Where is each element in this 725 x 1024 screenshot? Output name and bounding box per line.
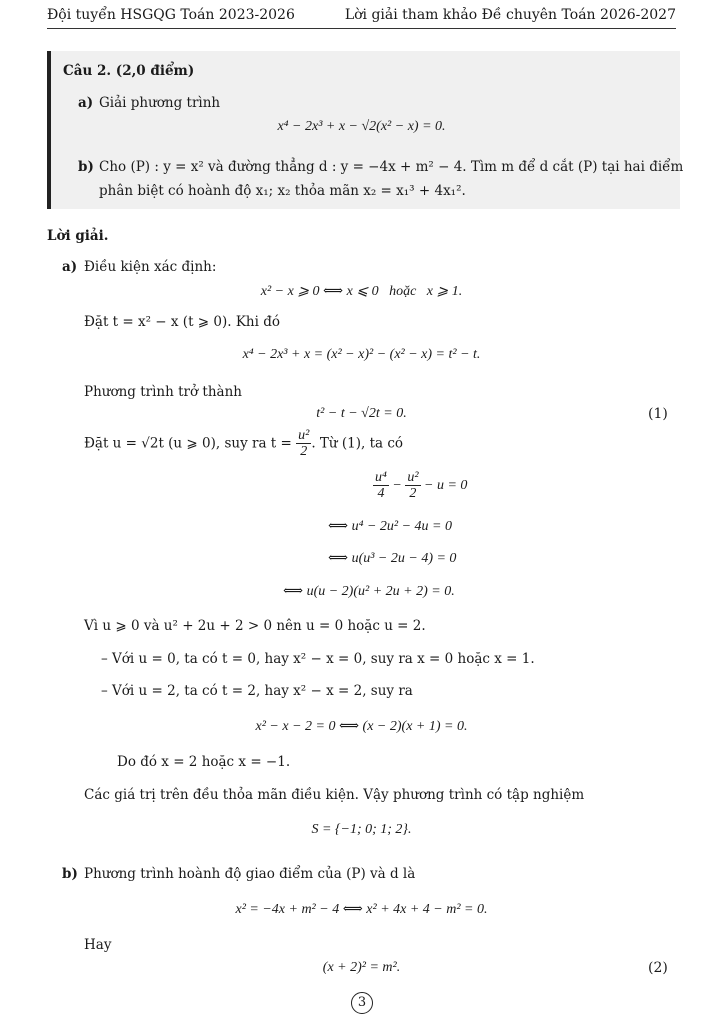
solution-a-label: a) <box>62 259 78 275</box>
solution-set: S = {−1; 0; 1; 2}. <box>311 822 412 837</box>
equation-1: t² − t − √2t = 0. <box>316 406 407 421</box>
since-text: Vì u ⩾ 0 và u² + 2u + 2 > 0 nên u = 0 hoặc u = 2. <box>84 618 426 634</box>
frac-u2 <box>405 470 420 502</box>
frac-minus: − <box>392 478 402 494</box>
solution-title: Lời giải. <box>47 228 109 244</box>
frac-u2-den: 2 <box>409 486 417 502</box>
frac-u4 <box>373 470 389 502</box>
equation-2: (x + 2)² = m². <box>322 960 401 975</box>
eq-u2: ⟺ u⁴ − 2u² − 4u = 0 <box>328 519 452 534</box>
problem-b-line2: phân biệt có hoành độ x₁; x₂ thỏa mãn x₂ = x₁³ + 4x₁². <box>99 183 466 199</box>
set-u-den: 2 <box>300 444 308 460</box>
conclusion-text: Các giá trị trên đều thỏa mãn điều kiện. Vậy phương trình có tập nghiệm <box>84 787 585 803</box>
problem-a-equation: x⁴ − 2x³ + x − √2(x² − x) = 0. <box>277 119 446 134</box>
page-number: 3 <box>351 992 373 1014</box>
equation-2-number: (2) <box>648 960 668 976</box>
frac-u4-num: u⁴ <box>375 470 387 485</box>
problem-a-label: a) <box>78 95 94 111</box>
equation-1-number: (1) <box>648 406 668 422</box>
problem-title: Câu 2. (2,0 điểm) <box>63 63 195 79</box>
case-2: – Với u = 2, ta có t = 2, hay x² − x = 2, suy ra <box>101 683 413 699</box>
problem-b-label: b) <box>78 159 94 175</box>
eq-u3: ⟺ u(u³ − 2u − 4) = 0 <box>328 551 457 566</box>
set-u-pre: Đặt u = √2t (u ⩾ 0), suy ra t = <box>84 435 292 452</box>
thus-text: Do đó x = 2 hoặc x = −1. <box>117 754 291 770</box>
set-u-post: . Từ (1), ta có <box>311 435 404 452</box>
frac-u4-den: 4 <box>377 486 385 502</box>
b-intro: Phương trình hoành độ giao điểm của (P) và d là <box>84 866 416 882</box>
set-u-fraction <box>296 428 311 460</box>
eq-u1-tail: − u = 0 <box>424 478 468 494</box>
condition-text: Điều kiện xác định: <box>84 259 217 275</box>
case-1: – Với u = 0, ta có t = 0, hay x² − x = 0, suy ra x = 0 hoặc x = 1. <box>101 651 535 667</box>
eq-case-2: x² − x − 2 = 0 ⟺ (x − 2)(x + 1) = 0. <box>255 719 468 734</box>
header-right: Lời giải tham khảo Đề chuyên Toán 2026-2027 <box>344 7 676 23</box>
hay-text: Hay <box>84 937 112 953</box>
set-u-line <box>84 428 403 460</box>
eq-u4: ⟺ u(u − 2)(u² + 2u + 2) = 0. <box>283 584 455 599</box>
header-left: Đội tuyển HSGQG Toán 2023-2026 <box>47 7 295 23</box>
problem-a-text: Giải phương trình <box>99 95 221 111</box>
eq-t: x⁴ − 2x³ + x = (x² − x)² − (x² − x) = t² − t. <box>242 347 481 362</box>
eq-u1 <box>373 470 467 502</box>
set-u-num: u² <box>298 428 310 443</box>
set-t-text: Đặt t = x² − x (t ⩾ 0). Khi đó <box>84 314 280 330</box>
solution-b-label: b) <box>62 866 78 882</box>
header-rule <box>47 28 676 29</box>
becomes-text: Phương trình trở thành <box>84 384 242 400</box>
frac-u2-num: u² <box>407 470 419 485</box>
problem-b-line1: Cho (P) : y = x² và đường thẳng d : y = −4x + m² − 4. Tìm m để d cắt (P) tại hai điểm <box>99 159 684 175</box>
eq-b: x² = −4x + m² − 4 ⟺ x² + 4x + 4 − m² = 0. <box>235 902 488 917</box>
eq-condition: x² − x ⩾ 0 ⟺ x ⩽ 0 hoặc x ⩾ 1. <box>260 284 463 299</box>
